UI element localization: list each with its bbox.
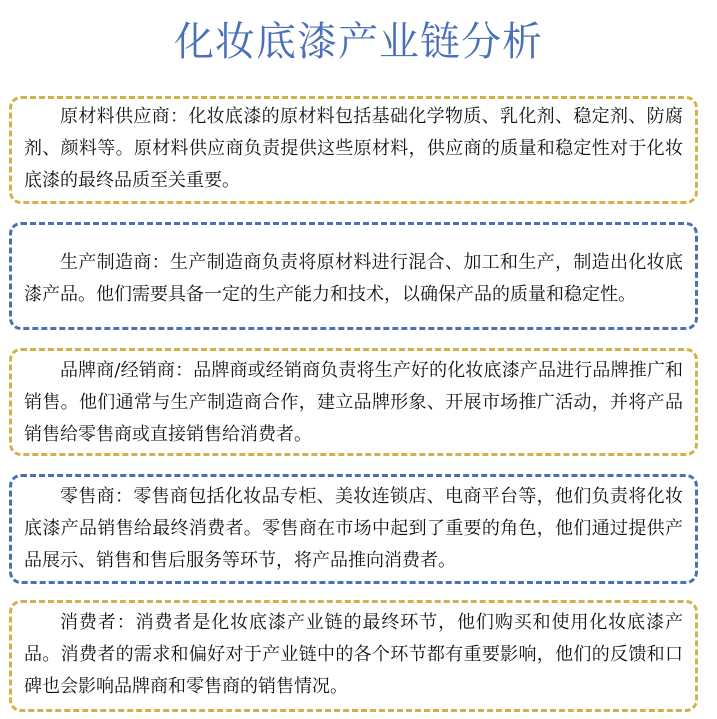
page-title: 化妆底漆产业链分析 [174, 19, 543, 65]
manufacturer-card [9, 222, 698, 330]
manufacturer-text: 生产制造商：生产制造商负责将原材料进行混合、加工和生产，制造出化妆底漆产品。他们需要具备一定的生产能力和技术，以确保产品的质量和稳定性。 [24, 252, 683, 305]
consumer-card [9, 600, 698, 712]
consumer-text: 消费者：消费者是化妆底漆产业链的最终环节，他们购买和使用化妆底漆产品。消费者的需求和偏好对于产业链中的各个环节都有重要影响，他们的反馈和口碑也会影响品牌商和零售商的销售情况。 [24, 612, 683, 697]
raw-material-supplier-card [9, 96, 698, 204]
raw-material-supplier-text: 原材料供应商：化妆底漆的原材料包括基础化学物质、乳化剂、稳定剂、防腐剂、颜料等。原材料供应商负责提供这些原材料，供应商的质量和稳定性对于化妆底漆的最终品质至关重要。 [24, 106, 683, 191]
retailer-text: 零售商：零售商包括化妆品专柜、美妆连锁店、电商平台等，他们负责将化妆底漆产品销售给最终消费者。零售商在市场中起到了重要的角色，他们通过提供产品展示、销售和售后服务等环节，将产品推向消费者。 [24, 486, 683, 571]
retailer-card [9, 474, 698, 584]
brand-distributor-card [9, 348, 698, 456]
brand-distributor-text: 品牌商/经销商：品牌商或经销商负责将生产好的化妆底漆产品进行品牌推广和销售。他们通常与生产制造商合作，建立品牌形象、开展市场推广活动，并将产品销售给零售商或直接销售给消费者。 [24, 360, 683, 445]
